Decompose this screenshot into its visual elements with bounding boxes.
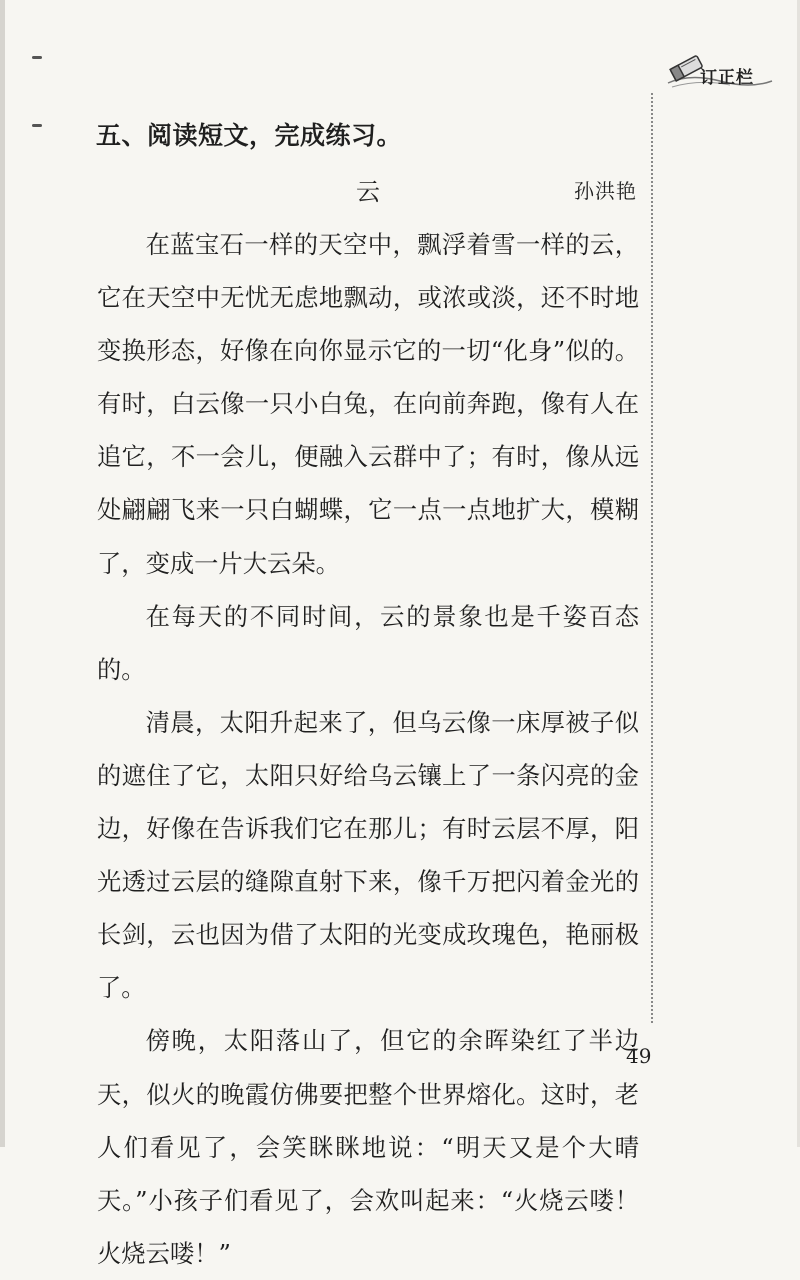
correction-column-label: 订正栏 bbox=[700, 68, 754, 88]
page-number: 49 bbox=[626, 1044, 652, 1068]
passage-body bbox=[97, 218, 639, 1280]
paragraph-4: 傍晚，太阳落山了，但它的余晖染红了半边天，似火的晚霞仿佛要把整个世界熔化。这时，老人们看见了，会笑眯眯地说：“明天又是个大晴天。”小孩子们看见了，会欢叫起来：“火烧云喽！火烧云喽！” bbox=[97, 1026, 639, 1268]
passage-title: 云 bbox=[356, 178, 380, 206]
correction-column-divider bbox=[651, 93, 653, 1023]
paragraph-3: 清晨，太阳升起来了，但乌云像一床厚被子似的遮住了它，太阳只好给乌云镶上了一条闪亮的金边，好像在告诉我们它在那儿；有时云层不厚，阳光透过云层的缝隙直射下来，像千万把闪着金光的长剑，云也因为借了太阳的光变成玫瑰色，艳丽极了。 bbox=[97, 707, 639, 1003]
margin-mark bbox=[32, 56, 42, 59]
passage-author: 孙洪艳 bbox=[574, 179, 637, 203]
page-binding-edge bbox=[0, 0, 5, 1147]
margin-mark bbox=[32, 124, 42, 127]
correction-column-badge bbox=[660, 45, 780, 95]
section-heading: 五、阅读短文，完成练习。 bbox=[96, 121, 403, 150]
paragraph-1: 在蓝宝石一样的天空中，飘浮着雪一样的云，它在天空中无忧无虑地飘动，或浓或淡，还不时地变换形态，好像在向你显示它的一切“化身”似的。有时，白云像一只小白兔，在向前奔跑，像有人在追它，不一会儿，便融入云群中了；有时，像从远处翩翩飞来一只白蝴蝶，它一点一点地扩大，模糊了，变成一片大云朵。 bbox=[97, 230, 639, 578]
paragraph-2: 在每天的不同时间，云的景象也是千姿百态的。 bbox=[97, 601, 639, 684]
